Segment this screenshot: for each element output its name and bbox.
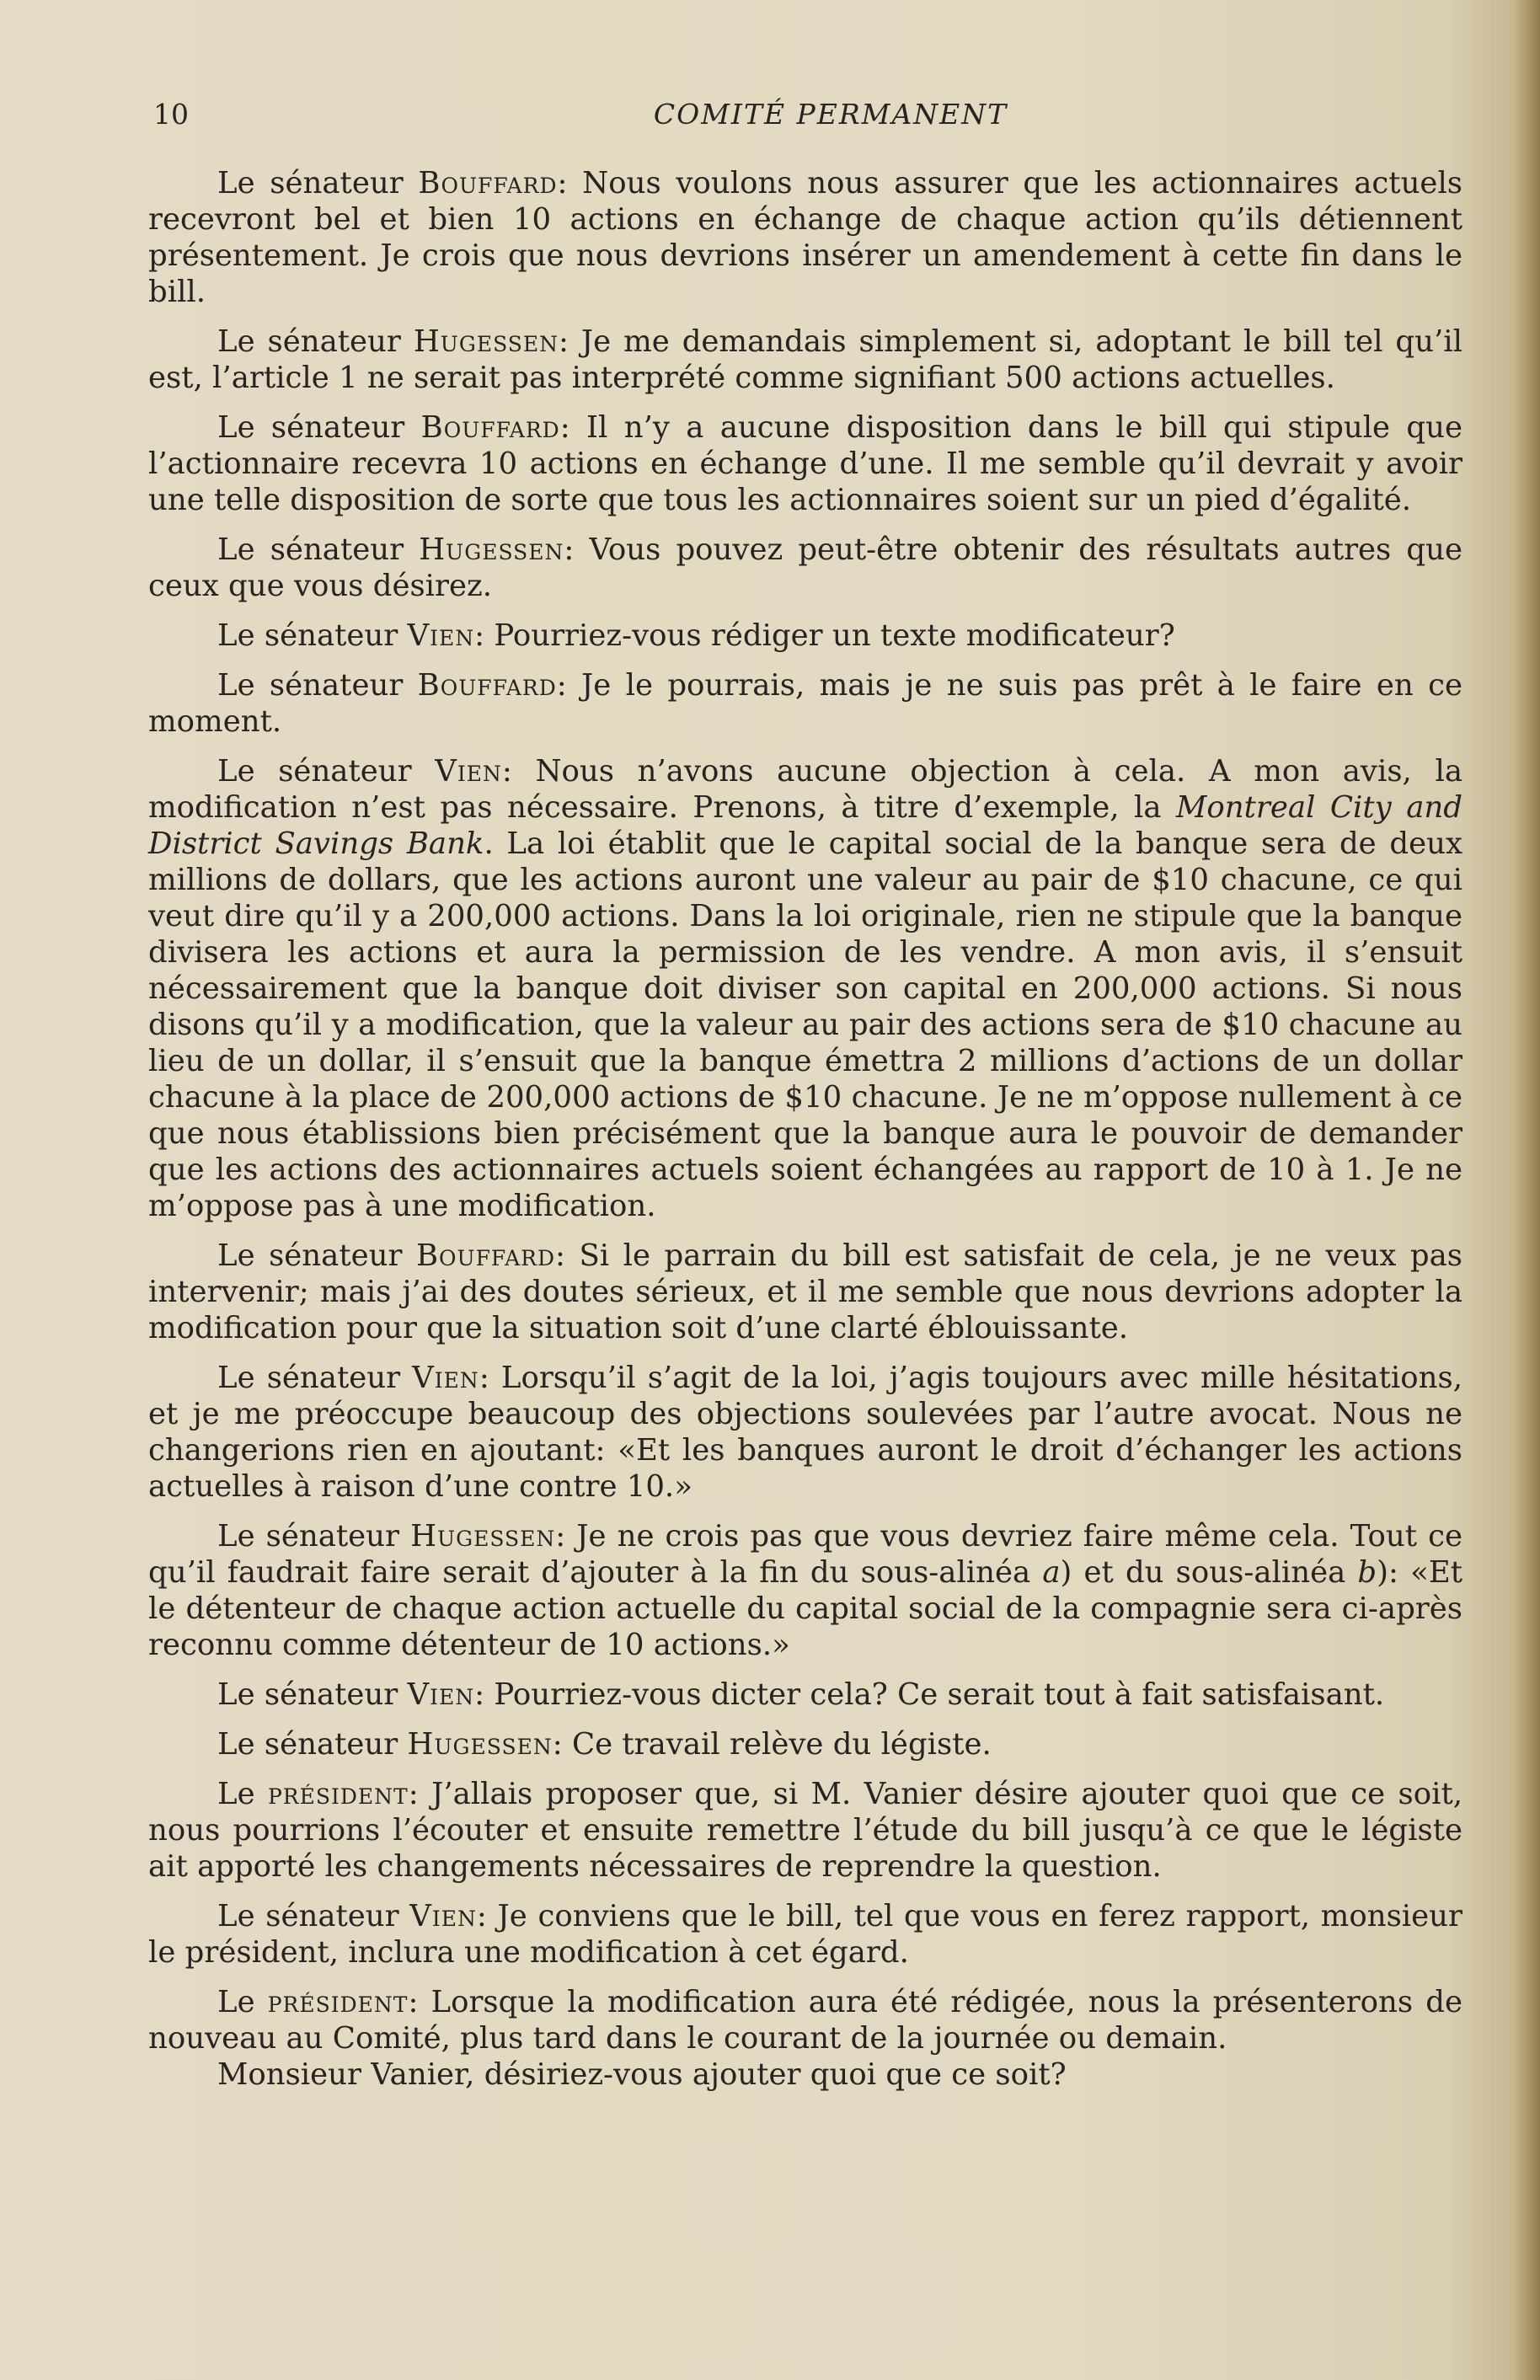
bank-name-italic: Montreal City and District Savings Bank	[148, 790, 1462, 861]
speaker-prefix: Le sénateur	[217, 668, 418, 703]
paragraph	[148, 1360, 1462, 1505]
paragraph-text: : Pourriez-vous rédiger un texte modificateur?	[474, 618, 1175, 653]
speaker-name: Vien	[412, 1361, 479, 1395]
page-number: 10	[153, 98, 189, 131]
speaker-prefix: Le	[217, 1777, 268, 1811]
paragraph-text: Monsieur Vanier, désiriez-vous ajouter quoi que ce soit?	[217, 2057, 1067, 2092]
paragraph-text: . La loi établit que le capital social de la banque sera de deux millions de dollars, que les actions auront une valeur au pair de $10 chacune, ce qui veut dire qu’il y a 200,000 actions. Dans la loi originale, rien ne stipule que la banque divisera les actions et aura la permission de les vendre. A mon avis, il s’ensuit nécessairement que la banque doit diviser son capital en 200,000 actions. Si nous disons qu’il y a modification, que la valeur au pair des actions sera de $10 chacune au lieu de un dollar, il s’ensuit que la banque émettra 2 millions d’actions de un dollar chacune à la place de 200,000 actions de $10 chacune. Je ne m’oppose nullement à ce que nous établissions bien précisément que la banque aura le pouvoir de demander que les actions des actionnaires actuels soient échangées au rapport de 10 à 1. Je ne m’oppose pas à une modification.	[148, 826, 1462, 1223]
paragraph	[148, 532, 1462, 604]
paragraph	[148, 618, 1462, 654]
paragraph	[148, 1238, 1462, 1346]
paragraph-text: : Je me demandais simplement si, adoptant le bill tel qu’il est, l’article 1 ne serait pas interprété comme signifiant 500 actions actuelles.	[148, 324, 1462, 395]
paragraph-text: : Je conviens que le bill, tel que vous en ferez rapport, monsieur le président, inclura une modification à cet égard.	[148, 1899, 1462, 1970]
speaker-prefix: Le sénateur	[217, 1899, 410, 1933]
speaker-name: Hugessen	[413, 324, 559, 359]
speaker-name: Hugessen	[410, 1519, 556, 1554]
speaker-name: Vien	[435, 754, 502, 789]
paragraph-text: : Je ne crois pas que vous devriez faire même cela. Tout ce qu’il faudrait faire serait d’ajouter à la fin du sous-alinéa	[148, 1519, 1463, 1590]
speaker-name: Bouffard	[417, 668, 557, 703]
paragraph-text: : Nous n’avons aucune objection à cela. A mon avis, la modification n’est pas nécessaire. Prenons, à titre d’exemple, la	[148, 754, 1462, 825]
paragraph-text: : Vous pouvez peut-être obtenir des résultats autres que ceux que vous désirez.	[148, 532, 1463, 603]
speaker-prefix: Le sénateur	[217, 324, 414, 359]
speaker-prefix: Le sénateur	[217, 410, 421, 445]
paragraph	[148, 1898, 1462, 1971]
speaker-name: Bouffard	[415, 1238, 556, 1273]
paragraph-text: : Lorsqu’il s’agit de la loi, j’agis toujours avec mille hésitations, et je me préoccupe beaucoup des objections soulevées par l’autre avocat. Nous ne changerions rien en ajoutant: «Et les banques auront le droit d’échanger les actions actuelles à raison d’une contre 10.»	[148, 1361, 1462, 1504]
book-spine-shadow	[1515, 0, 1540, 2380]
speaker-prefix: Le sénateur	[217, 166, 419, 201]
paragraph-text: : Pourriez-vous dicter cela? Ce serait tout à fait satisfaisant.	[474, 1677, 1385, 1712]
paragraph-text: : Il n’y a aucune disposition dans le bill qui stipule que l’actionnaire recevra 10 actions en échange d’une. Il me semble qu’il devrait y avoir une telle disposition de sorte que tous les actionnaires soient sur un pied d’égalité.	[148, 410, 1462, 517]
subclause-letter: a	[1042, 1555, 1061, 1590]
speaker-name: Hugessen	[407, 1727, 553, 1762]
speaker-prefix: Le sénateur	[217, 1238, 416, 1273]
speaker-prefix: Le sénateur	[217, 1519, 411, 1554]
paragraph	[148, 324, 1462, 396]
paragraph-text: : Nous voulons nous assurer que les actionnaires actuels recevront bel et bien 10 actions en échange de chaque action qu’ils détiennent présentement. Je crois que nous devrions insérer un amendement à cette fin dans le bill.	[148, 166, 1463, 309]
paragraph	[148, 165, 1462, 310]
speaker-name: président	[267, 1777, 409, 1811]
paragraph-text: : Si le parrain du bill est satisfait de cela, je ne veux pas intervenir; mais j’ai des doutes sérieux, et il me semble que nous devrions adopter la modification pour que la situation soit d’une clarté éblouissante.	[148, 1238, 1463, 1345]
paragraph	[148, 2056, 1462, 2093]
speaker-name: Vien	[409, 1899, 477, 1933]
speaker-prefix: Le sénateur	[217, 1727, 408, 1762]
paragraph	[148, 1984, 1462, 2056]
speaker-name: Vien	[407, 1677, 475, 1712]
paragraph-text: : J’allais proposer que, si M. Vanier désire ajouter quoi que ce soit, nous pourrions l’écouter et ensuite remettre l’étude du bill jusqu’à ce que le légiste ait apporté les changements nécessaires de reprendre la question.	[148, 1777, 1462, 1884]
page-header	[148, 91, 1462, 133]
speaker-name: Bouffard	[418, 166, 558, 201]
paragraph	[148, 1677, 1462, 1713]
speaker-prefix: Le sénateur	[217, 1677, 408, 1712]
subclause-letter: b	[1357, 1555, 1377, 1590]
speaker-prefix: Le sénateur	[217, 1361, 413, 1395]
speaker-name: Bouffard	[420, 410, 560, 445]
paragraph	[148, 409, 1462, 518]
speaker-prefix: Le	[217, 1985, 268, 2019]
paragraph	[148, 667, 1462, 740]
paragraph	[148, 1776, 1462, 1885]
paragraph	[148, 1726, 1462, 1762]
paragraph-text: ): «Et le détenteur de chaque action actuelle du capital social de la compagnie sera ci-après reconnu comme détenteur de 10 actions.»	[148, 1555, 1462, 1662]
speaker-name: président	[267, 1985, 409, 2019]
paragraph-text: ) et du sous-alinéa	[1060, 1555, 1358, 1590]
paragraph-text: : Ce travail relève du légiste.	[552, 1727, 992, 1762]
speaker-prefix: Le sénateur	[217, 618, 408, 653]
transcript-body	[148, 165, 1462, 2106]
paragraph-text: : Je le pourrais, mais je ne suis pas prêt à le faire en ce moment.	[148, 668, 1462, 739]
running-head: COMITÉ PERMANENT	[653, 98, 1008, 131]
speaker-prefix: Le sénateur	[217, 754, 436, 789]
speaker-prefix: Le sénateur	[217, 532, 420, 567]
paragraph-text: : Lorsque la modification aura été rédigée, nous la présenterons de nouveau au Comité, plus tard dans le courant de la journée ou demain.	[148, 1985, 1462, 2056]
speaker-name: Hugessen	[419, 532, 564, 567]
paragraph	[148, 1518, 1462, 1663]
paragraph	[148, 753, 1462, 1224]
speaker-name: Vien	[407, 618, 475, 653]
